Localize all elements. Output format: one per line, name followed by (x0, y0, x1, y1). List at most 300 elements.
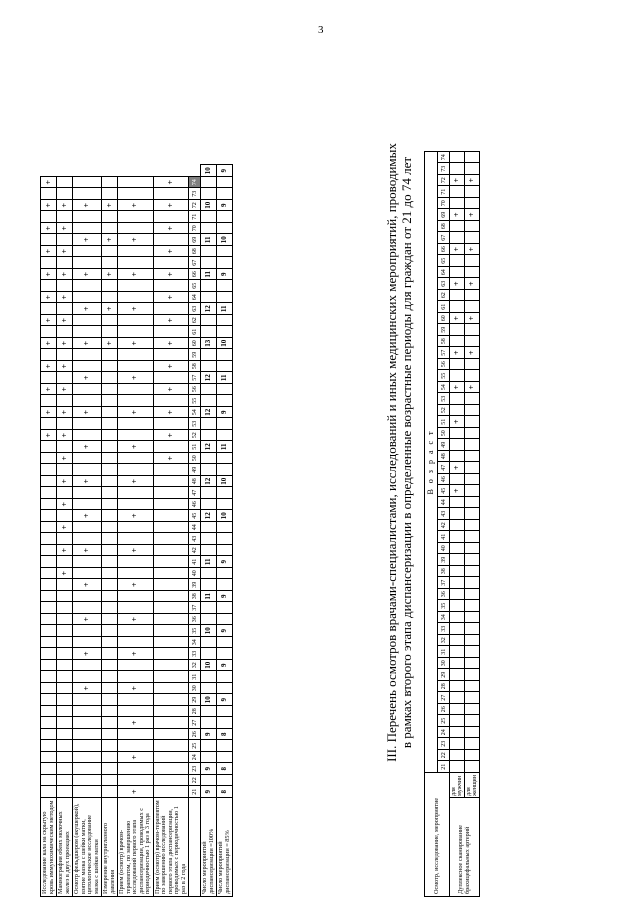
age-header-cell: 42 (438, 520, 450, 532)
count-cell (201, 464, 217, 476)
mark-cell: + (73, 683, 102, 695)
mark-cell (465, 416, 480, 428)
count-cell: 12 (201, 441, 217, 453)
age-header-cell: 26 (438, 704, 450, 716)
age-header-cell: 67 (189, 257, 201, 269)
mark-cell (153, 326, 189, 338)
mark-cell: + (41, 361, 57, 373)
mark-cell (450, 566, 465, 578)
mark-cell (118, 211, 154, 223)
age-header-cell: 40 (189, 568, 201, 580)
age-header-cell: 36 (438, 589, 450, 601)
table-row (57, 165, 73, 897)
mark-cell (153, 510, 189, 522)
age-header-cell: 21 (189, 786, 201, 798)
row-label: Прием (осмотр) врачом-терапевтом по завершению исследований первого этапа диспансеризации, проводимых с периодичностью 1 раз в 2 года (153, 798, 189, 897)
mark-cell (153, 763, 189, 775)
mark-cell: + (118, 752, 154, 764)
age-header-cell: 65 (438, 255, 450, 267)
mark-cell (465, 566, 480, 578)
mark-cell (41, 786, 57, 798)
mark-cell (465, 336, 480, 348)
mark-cell (465, 152, 480, 164)
mark-cell (465, 543, 480, 555)
mark-cell: + (41, 384, 57, 396)
mark-cell (465, 359, 480, 371)
mark-cell (73, 671, 102, 683)
mark-cell: + (465, 313, 480, 325)
mark-cell (57, 625, 73, 637)
age-header-cell: 45 (438, 485, 450, 497)
count-cell (217, 453, 233, 465)
mark-cell: + (153, 223, 189, 235)
mark-cell (153, 786, 189, 798)
count-cell (217, 579, 233, 591)
mark-cell (118, 533, 154, 545)
mark-cell (465, 232, 480, 244)
mark-cell: + (57, 476, 73, 488)
age-header-cell: 63 (438, 278, 450, 290)
mark-cell: + (153, 338, 189, 350)
mark-cell: + (118, 786, 154, 798)
mark-cell: + (57, 384, 73, 396)
mark-cell (41, 476, 57, 488)
mark-cell (450, 152, 465, 164)
count-cell (201, 177, 217, 189)
mark-cell: + (153, 246, 189, 258)
mark-cell (41, 326, 57, 338)
mark-cell: + (73, 614, 102, 626)
mark-cell: + (57, 522, 73, 534)
mark-cell (102, 211, 118, 223)
mark-cell (41, 533, 57, 545)
mark-cell (450, 681, 465, 693)
count-cell: 10 (217, 510, 233, 522)
age-header-cell: 34 (189, 637, 201, 649)
mark-cell (73, 522, 102, 534)
count-cell: 11 (217, 303, 233, 315)
count-cell (201, 349, 217, 361)
second-stage-table (424, 151, 480, 897)
mark-cell (153, 303, 189, 315)
mark-cell (153, 752, 189, 764)
age-header-cell: 35 (438, 600, 450, 612)
mark-cell (118, 177, 154, 189)
count-cell: 9 (217, 694, 233, 706)
age-header-cell: 44 (189, 522, 201, 534)
count-cell (201, 683, 217, 695)
mark-cell: + (118, 648, 154, 660)
mark-cell (450, 704, 465, 716)
count-cell (201, 487, 217, 499)
mark-cell (118, 418, 154, 430)
count-cell (201, 395, 217, 407)
mark-cell (118, 671, 154, 683)
mark-cell (153, 660, 189, 672)
mark-cell (102, 775, 118, 787)
count-cell (201, 602, 217, 614)
mark-cell (73, 717, 102, 729)
count-cell: 11 (201, 269, 217, 281)
mark-cell (41, 464, 57, 476)
mark-cell (73, 602, 102, 614)
mark-cell (57, 579, 73, 591)
mark-cell (153, 499, 189, 511)
mark-cell (41, 694, 57, 706)
age-header-cell: 36 (189, 614, 201, 626)
mark-cell: + (73, 269, 102, 281)
age-header-cell: 61 (438, 301, 450, 313)
mark-cell (41, 441, 57, 453)
mark-cell (102, 257, 118, 269)
mark-cell (153, 625, 189, 637)
count-cell (201, 671, 217, 683)
mark-cell (118, 556, 154, 568)
count-cell: 9 (217, 165, 233, 177)
count-cell (217, 211, 233, 223)
mark-cell: + (118, 234, 154, 246)
mark-cell (57, 614, 73, 626)
age-header-cell: 62 (438, 290, 450, 302)
count-cell: 8 (217, 786, 233, 798)
mark-cell (73, 223, 102, 235)
count-cell (201, 246, 217, 258)
mark-cell (73, 786, 102, 798)
mark-cell (102, 660, 118, 672)
mark-cell: + (450, 416, 465, 428)
mark-cell (465, 508, 480, 520)
count-cell: 9 (201, 786, 217, 798)
count-cell (201, 637, 217, 649)
mark-cell: + (57, 292, 73, 304)
row-label: Дуплексное сканирование брахицефальных артерий (450, 798, 480, 897)
count-cell (201, 579, 217, 591)
count-cell (201, 223, 217, 235)
table-row (102, 165, 118, 897)
mark-cell (465, 761, 480, 773)
mark-cell (73, 487, 102, 499)
row-sublabel: для мужчин (450, 773, 465, 798)
count-cell (217, 257, 233, 269)
count-cell (217, 568, 233, 580)
age-header-cell: 48 (189, 476, 201, 488)
mark-cell (153, 729, 189, 741)
age-header-cell: 33 (189, 648, 201, 660)
mark-cell: + (118, 683, 154, 695)
mark-cell: + (118, 407, 154, 419)
age-header-cell: 62 (189, 315, 201, 327)
mark-cell: + (41, 223, 57, 235)
mark-cell (102, 614, 118, 626)
count-cell: 11 (217, 372, 233, 384)
count-cell (201, 522, 217, 534)
mark-cell: + (118, 441, 154, 453)
mark-cell (57, 671, 73, 683)
mark-cell (465, 405, 480, 417)
age-header-cell: 50 (189, 453, 201, 465)
mark-cell (450, 612, 465, 624)
mark-cell (41, 717, 57, 729)
mark-cell: + (57, 338, 73, 350)
mark-cell (102, 315, 118, 327)
age-header-cell: 58 (189, 361, 201, 373)
mark-cell (153, 188, 189, 200)
mark-cell (57, 303, 73, 315)
mark-cell: + (102, 303, 118, 315)
mark-cell (57, 591, 73, 603)
mark-cell (102, 223, 118, 235)
mark-cell (102, 556, 118, 568)
age-header-cell: 69 (189, 234, 201, 246)
mark-cell: + (41, 269, 57, 281)
count-cell: 9 (217, 407, 233, 419)
mark-cell (450, 692, 465, 704)
mark-cell (57, 326, 73, 338)
mark-cell (465, 554, 480, 566)
count-cell (217, 361, 233, 373)
count-cell (217, 752, 233, 764)
mark-cell (118, 499, 154, 511)
row-label: Измерение внутриглазного давления (102, 798, 118, 897)
age-header-cell: 69 (438, 209, 450, 221)
count-cell: 10 (217, 476, 233, 488)
mark-cell (118, 729, 154, 741)
mark-cell (450, 600, 465, 612)
mark-cell: + (153, 200, 189, 212)
mark-cell (41, 660, 57, 672)
mark-cell (465, 738, 480, 750)
mark-cell: + (102, 234, 118, 246)
mark-cell (57, 694, 73, 706)
section-title (384, 0, 414, 905)
mark-cell (41, 775, 57, 787)
mark-cell (57, 775, 73, 787)
count-cell: 9 (217, 625, 233, 637)
mark-cell (450, 658, 465, 670)
mark-cell (102, 729, 118, 741)
mark-cell (465, 669, 480, 681)
count-cell: 13 (201, 338, 217, 350)
mark-cell (465, 462, 480, 474)
age-header-cell: 74 (189, 177, 201, 189)
age-header-cell: 25 (189, 740, 201, 752)
mark-cell (118, 740, 154, 752)
age-header-cell: 71 (189, 211, 201, 223)
mark-cell (57, 602, 73, 614)
mark-cell (118, 430, 154, 442)
count-cell: 11 (201, 234, 217, 246)
count-cell (201, 545, 217, 557)
age-header-cell: 31 (438, 646, 450, 658)
mark-cell (465, 428, 480, 440)
count-cell (217, 246, 233, 258)
mark-cell (153, 671, 189, 683)
mark-cell (102, 683, 118, 695)
mark-cell: + (118, 338, 154, 350)
age-header-cell: 29 (438, 669, 450, 681)
mark-cell (450, 428, 465, 440)
count-label: Число мероприятий диспансеризации =100% (201, 798, 217, 897)
age-header-row (189, 165, 201, 897)
mark-cell: + (465, 382, 480, 394)
mark-cell: + (73, 200, 102, 212)
mark-cell (450, 255, 465, 267)
mark-cell (73, 694, 102, 706)
page-number: 3 (318, 24, 324, 36)
count-cell: 9 (217, 556, 233, 568)
mark-cell (41, 671, 57, 683)
age-header-cell: 22 (438, 750, 450, 762)
mark-cell (41, 372, 57, 384)
mark-cell (450, 531, 465, 543)
mark-cell (118, 395, 154, 407)
age-header-cell: 37 (189, 602, 201, 614)
age-header-cell: 25 (438, 715, 450, 727)
age-header-cell: 68 (438, 221, 450, 233)
mark-cell (465, 646, 480, 658)
mark-cell (73, 568, 102, 580)
mark-cell (102, 579, 118, 591)
mark-cell (118, 188, 154, 200)
mark-cell (118, 246, 154, 258)
mark-cell (118, 384, 154, 396)
age-header-cell: 24 (189, 752, 201, 764)
mark-cell (118, 602, 154, 614)
age-header-cell: 46 (438, 474, 450, 486)
mark-cell: + (73, 441, 102, 453)
mark-cell: + (73, 510, 102, 522)
mark-cell (102, 717, 118, 729)
mark-cell (118, 223, 154, 235)
age-header-cell: 70 (189, 223, 201, 235)
mark-cell: + (118, 372, 154, 384)
mark-cell: + (450, 313, 465, 325)
mark-cell (450, 370, 465, 382)
mark-cell: + (57, 361, 73, 373)
mark-cell (41, 303, 57, 315)
mark-cell (102, 407, 118, 419)
mark-cell (41, 740, 57, 752)
mark-cell: + (41, 200, 57, 212)
age-header-cell: 72 (189, 200, 201, 212)
mark-cell (57, 372, 73, 384)
count-cell: 10 (201, 165, 217, 177)
age-header-cell: 72 (438, 175, 450, 187)
age-header-cell: 46 (189, 499, 201, 511)
mark-cell (118, 315, 154, 327)
age-header: В о з р а с т (425, 152, 438, 773)
mark-cell (465, 692, 480, 704)
mark-cell (153, 464, 189, 476)
age-header-cell: 55 (189, 395, 201, 407)
mark-cell (102, 418, 118, 430)
count-cell (201, 568, 217, 580)
mark-cell (102, 591, 118, 603)
mark-cell (450, 761, 465, 773)
mark-cell (450, 267, 465, 279)
mark-cell (57, 280, 73, 292)
mark-cell (102, 188, 118, 200)
age-header-cell: 53 (189, 418, 201, 430)
count-cell: 12 (201, 476, 217, 488)
age-header-cell: 28 (438, 681, 450, 693)
mark-cell (450, 727, 465, 739)
age-header-cell: 28 (189, 706, 201, 718)
count-cell (201, 315, 217, 327)
mark-cell (41, 499, 57, 511)
count-cell: 10 (201, 625, 217, 637)
mark-cell (450, 750, 465, 762)
mark-cell (102, 763, 118, 775)
mark-cell: + (41, 177, 57, 189)
mark-cell (41, 234, 57, 246)
count-cell: 10 (201, 200, 217, 212)
mark-cell (102, 786, 118, 798)
mark-cell (153, 614, 189, 626)
mark-cell (153, 533, 189, 545)
age-header-cell: 42 (189, 545, 201, 557)
mark-cell: + (57, 269, 73, 281)
mark-cell (450, 554, 465, 566)
age-header-cell: 30 (189, 683, 201, 695)
age-header-cell: 44 (438, 497, 450, 509)
mark-cell (73, 499, 102, 511)
count-cell (217, 614, 233, 626)
mark-cell (465, 715, 480, 727)
mark-cell (57, 487, 73, 499)
mark-cell (153, 257, 189, 269)
mark-cell (465, 255, 480, 267)
count-cell: 9 (201, 763, 217, 775)
mark-cell: + (57, 223, 73, 235)
mark-cell: + (465, 278, 480, 290)
mark-cell (57, 510, 73, 522)
count-cell (217, 637, 233, 649)
mark-cell (450, 439, 465, 451)
age-header-cell: 64 (189, 292, 201, 304)
mark-cell (57, 763, 73, 775)
mark-cell (153, 775, 189, 787)
mark-cell (118, 763, 154, 775)
age-header-cell: 70 (438, 198, 450, 210)
count-cell (217, 292, 233, 304)
age-header-cell: 64 (438, 267, 450, 279)
count-cell (217, 384, 233, 396)
mark-cell (41, 545, 57, 557)
mark-cell (450, 198, 465, 210)
mark-cell (465, 681, 480, 693)
mark-cell (73, 418, 102, 430)
mark-cell (153, 395, 189, 407)
mark-cell (102, 487, 118, 499)
count-cell: 9 (217, 200, 233, 212)
age-header-cell: 59 (438, 324, 450, 336)
mark-cell: + (118, 510, 154, 522)
mark-cell: + (153, 177, 189, 189)
mark-cell (153, 568, 189, 580)
mark-cell (73, 775, 102, 787)
mark-cell (465, 589, 480, 601)
mark-cell (41, 522, 57, 534)
mark-cell (41, 188, 57, 200)
count-cell (201, 648, 217, 660)
age-header-cell: 56 (189, 384, 201, 396)
mark-cell (450, 508, 465, 520)
mark-cell: + (73, 338, 102, 350)
mark-cell (465, 163, 480, 175)
mark-cell (41, 763, 57, 775)
age-header-cell: 60 (438, 313, 450, 325)
